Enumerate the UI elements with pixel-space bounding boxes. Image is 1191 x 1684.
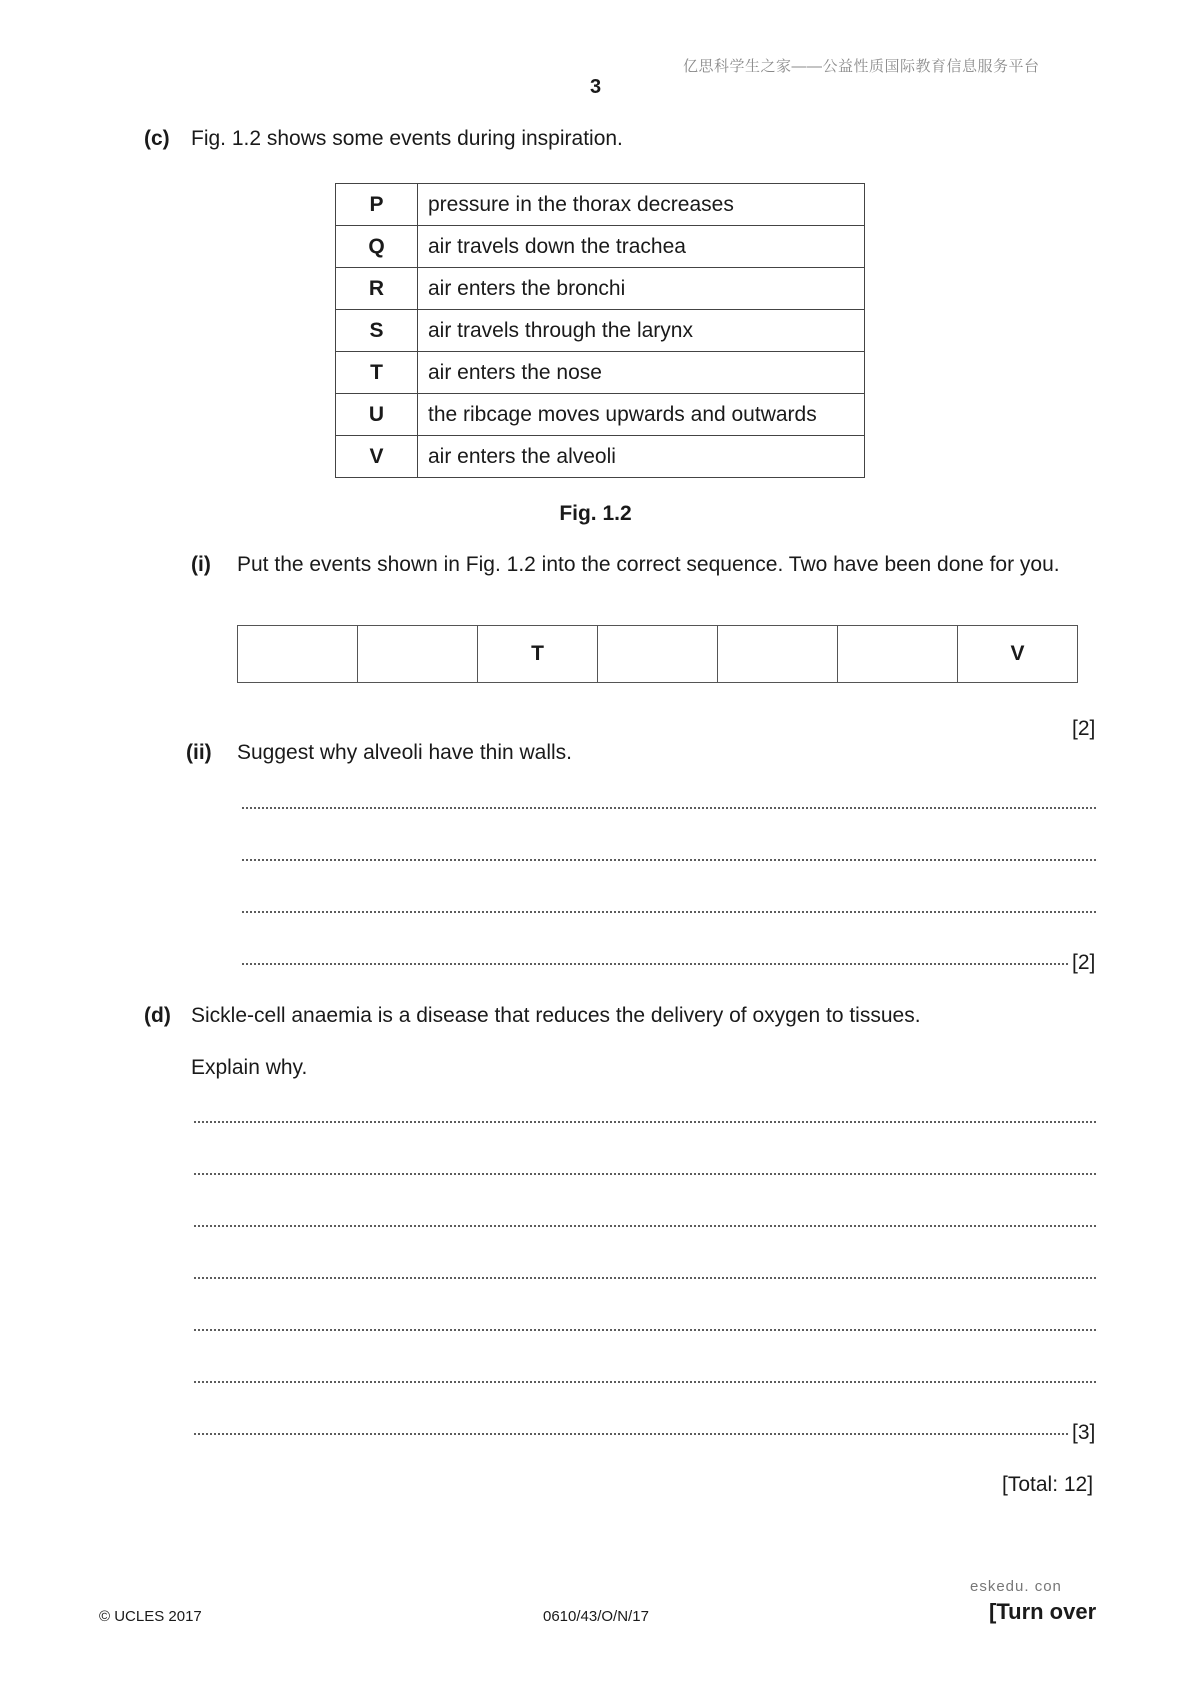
- event-description: air travels through the larynx: [418, 310, 865, 352]
- table-row: [336, 184, 865, 226]
- marks-d: [3]: [1072, 1421, 1096, 1444]
- table-row: [336, 268, 865, 310]
- events-table: [335, 183, 865, 478]
- question-c-i-label: (i): [191, 553, 211, 576]
- event-description: air enters the nose: [418, 352, 865, 394]
- sequence-answer-boxes: [237, 625, 1078, 683]
- sequence-box-4[interactable]: [598, 626, 718, 682]
- answer-line[interactable]: [193, 1119, 1096, 1125]
- sequence-box-7: V: [1010, 642, 1025, 665]
- event-letter: R: [336, 268, 418, 310]
- event-description: pressure in the thorax decreases: [418, 184, 865, 226]
- question-d-text: Sickle-cell anaemia is a disease that reduces the delivery of oxygen to tissues.: [191, 1004, 921, 1027]
- event-letter: Q: [336, 226, 418, 268]
- question-c-ii-label: (ii): [186, 741, 212, 764]
- paper-code: 0610/43/O/N/17: [543, 1608, 649, 1625]
- sequence-box-5[interactable]: [718, 626, 838, 682]
- event-description: air enters the bronchi: [418, 268, 865, 310]
- event-letter: T: [336, 352, 418, 394]
- answer-line[interactable]: [241, 857, 1096, 863]
- sequence-box-6[interactable]: [838, 626, 958, 682]
- turn-over: [Turn over: [989, 1599, 1097, 1624]
- answer-line[interactable]: [241, 909, 1096, 915]
- event-description: air enters the alveoli: [418, 436, 865, 478]
- sequence-box-2[interactable]: [358, 626, 478, 682]
- question-c-label: (c): [144, 127, 170, 150]
- copyright: © UCLES 2017: [99, 1608, 202, 1625]
- table-row: [336, 352, 865, 394]
- figure-caption: Fig. 1.2: [559, 502, 632, 525]
- question-c-i-text: Put the events shown in Fig. 1.2 into the correct sequence. Two have been done for you.: [237, 553, 1060, 576]
- event-description: the ribcage moves upwards and outwards: [418, 394, 865, 436]
- event-letter: V: [336, 436, 418, 478]
- sequence-box-1[interactable]: [238, 626, 358, 682]
- event-letter: U: [336, 394, 418, 436]
- table-row: [336, 310, 865, 352]
- sequence-box-3: T: [478, 626, 598, 682]
- table-row: [336, 436, 865, 478]
- page-number: 3: [589, 76, 602, 98]
- question-d-instruction: Explain why.: [191, 1056, 308, 1079]
- answer-line[interactable]: [193, 1171, 1096, 1177]
- answer-line[interactable]: [241, 805, 1096, 811]
- site-watermark: eskedu. con: [970, 1578, 1062, 1595]
- answer-line[interactable]: [193, 1223, 1096, 1229]
- marks-c-ii: [2]: [1072, 951, 1096, 974]
- marks-c-i: [2]: [1072, 717, 1096, 740]
- table-row: [336, 226, 865, 268]
- event-description: air travels down the trachea: [418, 226, 865, 268]
- answer-line[interactable]: [241, 961, 1068, 967]
- answer-line[interactable]: [193, 1327, 1096, 1333]
- total-marks: [Total: 12]: [1002, 1473, 1094, 1496]
- question-c-intro: Fig. 1.2 shows some events during inspiration.: [191, 127, 623, 150]
- watermark-text: 亿思科学生之家——公益性质国际教育信息服务平台: [683, 58, 1040, 75]
- answer-line[interactable]: [193, 1379, 1096, 1385]
- answer-line[interactable]: [193, 1275, 1096, 1281]
- event-letter: P: [336, 184, 418, 226]
- question-d-label: (d): [144, 1004, 171, 1027]
- answer-line[interactable]: [193, 1431, 1068, 1437]
- question-c-ii-text: Suggest why alveoli have thin walls.: [237, 741, 573, 764]
- event-letter: S: [336, 310, 418, 352]
- table-row: [336, 394, 865, 436]
